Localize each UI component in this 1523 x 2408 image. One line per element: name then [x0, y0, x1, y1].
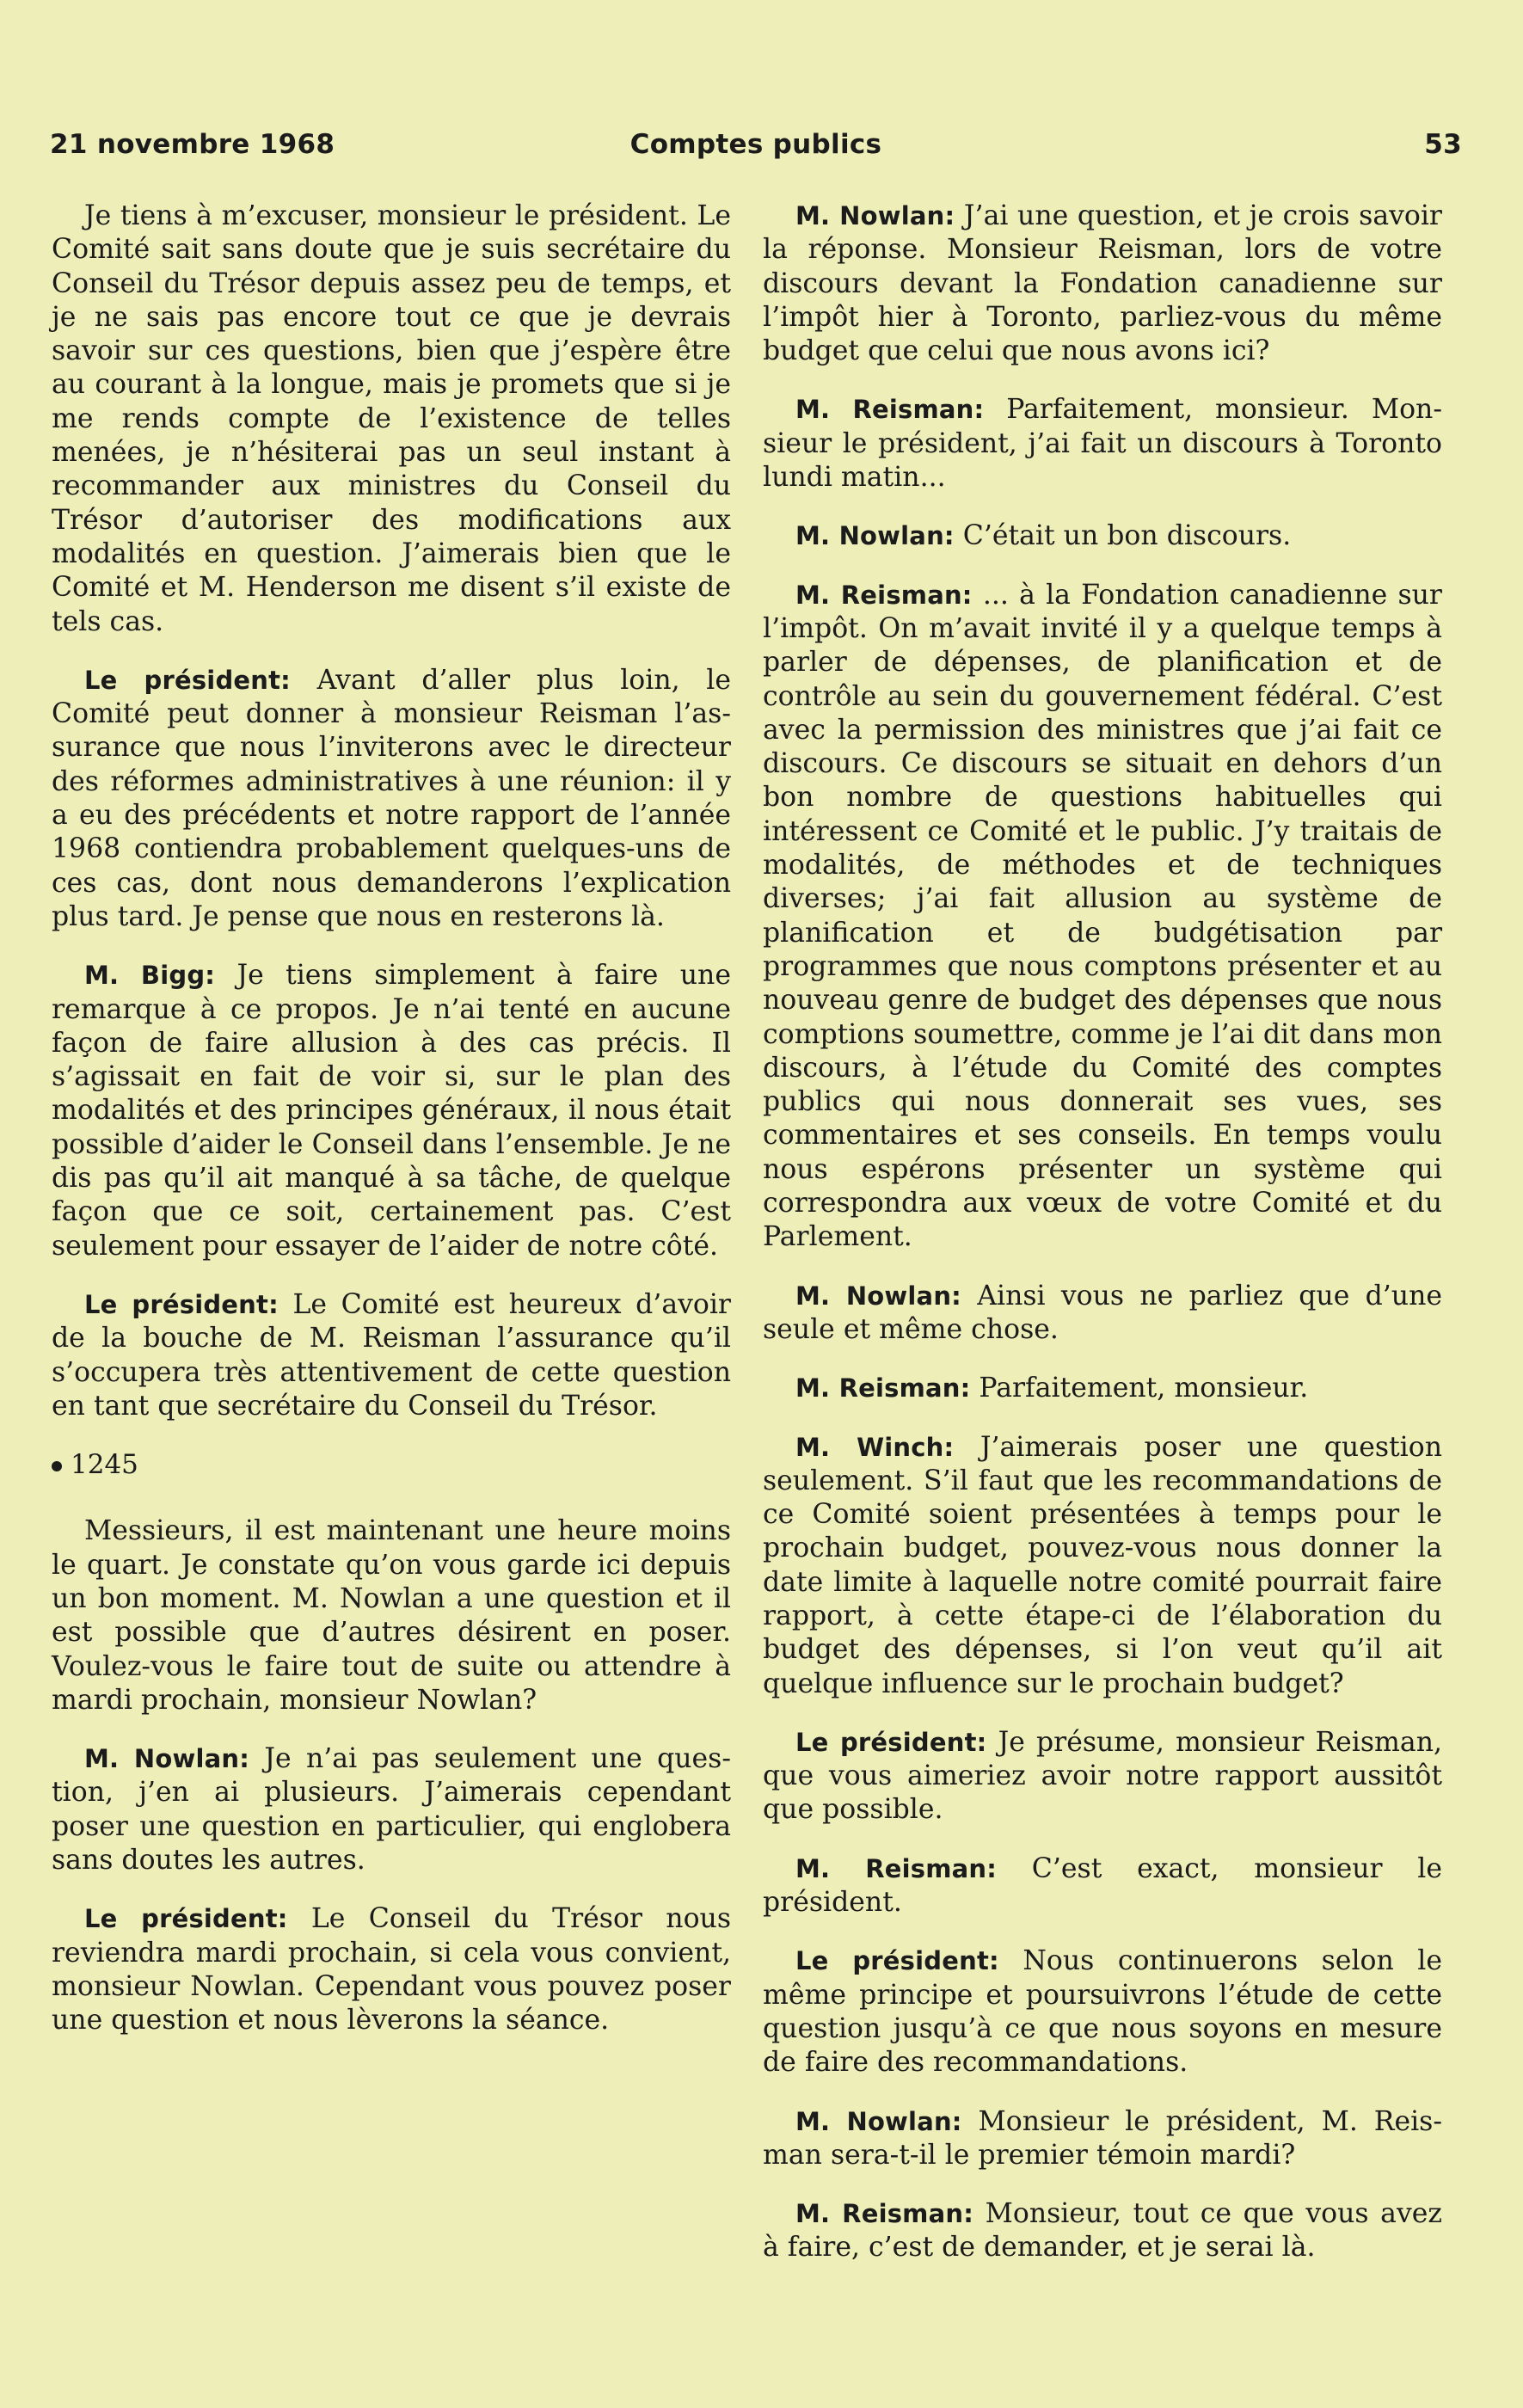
- left-column: [52, 200, 731, 2063]
- paragraph-text: Avant d’aller plus loin, le Comité peut donner à monsieur Reisman l’assurance que nous l’inviterons avec le directeur des réformes administratives à une réunion: il y a eu des précédents et notre rapport de l’année 1968 contiendra probablement quelques-uns de ces cas, dont nous demanderons l’explication plus tard. Je pense que nous en resterons là.: [52, 664, 732, 932]
- time-marker: [52, 1448, 731, 1482]
- paragraph-text: Monsieur le président, M. Reisman sera-t-il le premier témoin mardi?: [763, 2105, 1443, 2171]
- transcript-paragraph: [763, 2105, 1442, 2173]
- transcript-paragraph: [763, 2197, 1442, 2265]
- speaker-label: M. Nowlan:: [795, 521, 955, 551]
- transcript-paragraph: [52, 664, 731, 934]
- speaker-label: Le président:: [84, 1289, 279, 1319]
- paragraph-text: Messieurs, il est maintenant une heure moins le quart. Je constate qu’on vous garde ici depuis un bon moment. M. Nowlan a une question et il est possible que d’autres désirent en poser. Voulez-vous le faire tout de suite ou attendre à mardi prochain, monsieur Nowlan?: [52, 1515, 731, 1716]
- speaker-label: M. Reisman:: [795, 2199, 974, 2229]
- speaker-label: M. Bigg:: [84, 961, 216, 991]
- paragraph-text: Je n’ai pas seulement une question, j’en ai plusieurs. J’aimerais cependant poser une question en particulier, qui englobera sans doutes les autres.: [52, 1743, 732, 1877]
- header-date: 21 novembre 1968: [50, 129, 335, 160]
- speaker-label: Le président:: [84, 1904, 288, 1934]
- paragraph-text: Le Comité est heureux d’avoir de la bouche de M. Reisman l’assurance qu’il s’occupera très attentivement de cette question en tant que secrétaire du Conseil du Trésor.: [52, 1288, 731, 1422]
- transcript-paragraph: [763, 1280, 1442, 1348]
- transcript-paragraph: [763, 393, 1442, 494]
- page-header: [50, 129, 1462, 169]
- paragraph-text: Parfaitement, monsieur. Monsieur le président, j’ai fait un discours à Toronto lundi matin...: [763, 394, 1442, 494]
- transcript-paragraph: [763, 1726, 1442, 1828]
- time-marker-text: 1245: [71, 1449, 138, 1481]
- speaker-label: M. Nowlan:: [84, 1744, 250, 1774]
- transcript-paragraph: [52, 1902, 731, 2037]
- speaker-label: Le président:: [795, 1727, 987, 1757]
- speaker-label: M. Nowlan:: [795, 1281, 961, 1311]
- transcript-paragraph: [763, 1852, 1442, 1920]
- transcript-paragraph: [763, 579, 1442, 1255]
- paragraph-text: J’ai une question, et je crois savoir la réponse. Monsieur Reisman, lors de votre discours devant la Fondation canadienne sur l’impôt hier à Toronto, parliez-vous du même budget que celui que nous avons ici?: [763, 200, 1442, 367]
- transcript-paragraph: [52, 200, 731, 639]
- paragraph-text: Le Conseil du Trésor nous reviendra mardi prochain, si cela vous convient, monsieur Nowlan. Cependant vous pouvez poser une question et nous lèverons la séance.: [52, 1903, 731, 2036]
- right-column: [763, 200, 1442, 2290]
- speaker-label: M. Reisman:: [795, 395, 985, 425]
- transcript-paragraph: [52, 1288, 731, 1423]
- speaker-label: M. Nowlan:: [795, 2106, 962, 2136]
- transcript-paragraph: [763, 1944, 1442, 2079]
- bullet-icon: [52, 1461, 62, 1471]
- paragraph-text: Je tiens à m’excuser, monsieur le président. Le Comité sait sans doute que je suis secrétaire du Conseil du Trésor depuis assez peu de temps, et je ne sais pas encore tout ce que je devrais savoir sur ces questions, bien que j’espère être au courant à la longue, mais je promets que si je me rends compte de l’existence de telles menées, je n’hésiterai pas un seul instant à recommander aux ministres du Conseil du Trésor d’autoriser des modifications aux modalités en question. J’aimerais bien que le Comité et M. Henderson me disent s’il existe de tels cas.: [52, 200, 731, 637]
- speaker-label: M. Winch:: [795, 1432, 955, 1462]
- paragraph-text: Parfaitement, monsieur.: [979, 1373, 1309, 1404]
- paragraph-text: C’était un bon discours.: [962, 520, 1292, 552]
- transcript-paragraph: [763, 200, 1442, 368]
- speaker-label: M. Reisman:: [795, 1373, 971, 1404]
- speaker-label: M. Reisman:: [795, 1853, 998, 1883]
- paragraph-text: ... à la Fondation canadienne sur l’impôt. On m’avait invité il y a quelque temps à parler de dépenses, de planification et de contrôle au sein du gouvernement fédéral. C’est avec la permission des ministres que j’ai fait ce discours. Ce discours se situait en dehors d’un bon nombre de questions habituelles qui intéressent ce Comité et le public. J’y traitais de modalités, de méthodes et de techniques diverses; j’ai fait allusion au système de planification et de budgétisation par programmes que nous comptons présenter et au nouveau genre de budget des dépenses que nous comptions soumettre, comme je l’ai dit dans mon discours, à l’étude du Comité des comptes publics qui nous donnerait ses vues, ses commentaires et ses conseils. En temps voulu nous espérons présenter un système qui correspondra aux vœux de votre Comité et du Parlement.: [763, 579, 1442, 1253]
- paragraph-text: C’est exact, monsieur le président.: [763, 1852, 1443, 1919]
- paragraph-text: Nous continuerons selon le même principe et poursuivrons l’étude de cette question jusqu’à ce que nous soyons en mesure de faire des recommandations.: [763, 1945, 1443, 2079]
- speaker-label: Le président:: [795, 1946, 999, 1976]
- page-number: 53: [1424, 129, 1462, 160]
- paragraph-text: Ainsi vous ne parliez que d’une seule et même chose.: [763, 1280, 1443, 1345]
- transcript-paragraph: [763, 1372, 1442, 1405]
- paragraph-text: Je tiens simplement à faire une remarque à ce propos. Je n’ai tenté en aucune façon de faire allusion à des cas précis. Il s’agissait en fait de voir si, sur le plan des modalités et des principes généraux, il nous était possible d’aider le Conseil dans l’ensemble. Je ne dis pas qu’il ait manqué à sa tâche, de quelque façon que ce soit, certainement pas. C’est seulement pour essayer de l’aider de notre côté.: [52, 960, 731, 1262]
- transcript-paragraph: [763, 519, 1442, 553]
- speaker-label: M. Reisman:: [795, 580, 973, 610]
- paragraph-text: Monsieur, tout ce que vous avez à faire, c’est de demander, et je serai là.: [763, 2198, 1442, 2264]
- paragraph-text: J’aimerais poser une question seulement. S’il faut que les recommandations de ce Comité soient présentées à temps pour le prochain budget, pouvez-vous nous donner la date limite à laquelle notre comité pourrait faire rapport, à cette étape-ci de l’élaboration du budget des dépenses, si l’on veut qu’il ait quelque influence sur le prochain budget?: [763, 1431, 1443, 1699]
- speaker-label: Le président:: [84, 665, 291, 695]
- transcript-paragraph: [52, 959, 731, 1263]
- transcript-paragraph: [52, 1742, 731, 1877]
- speaker-label: M. Nowlan:: [795, 201, 955, 230]
- header-title: Comptes publics: [629, 129, 882, 160]
- transcript-paragraph: [52, 1514, 731, 1717]
- paragraph-text: Je présume, monsieur Reisman, que vous aimeriez avoir notre rapport aussitôt que possible.: [763, 1726, 1442, 1826]
- transcript-paragraph: [763, 1431, 1442, 1701]
